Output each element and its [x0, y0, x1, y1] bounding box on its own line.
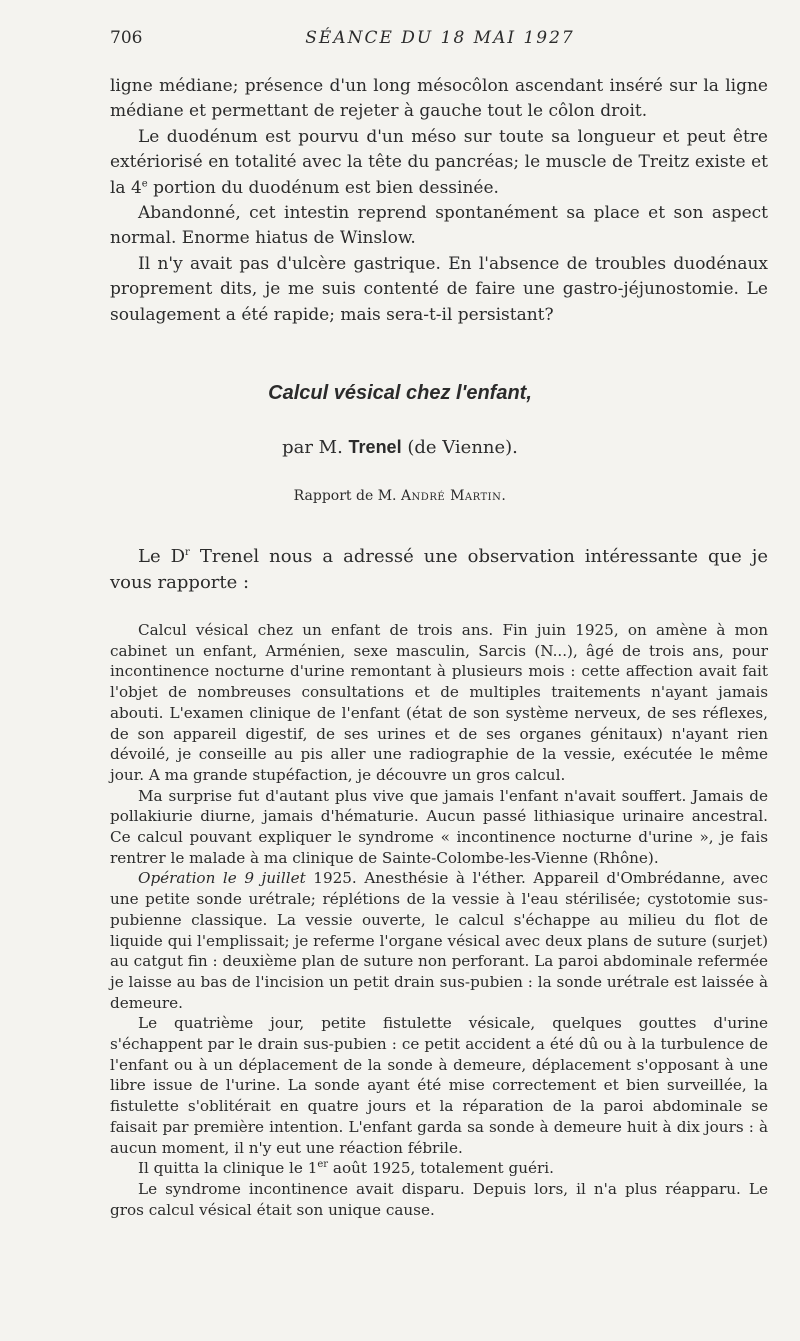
lead-section: [110, 544, 768, 596]
paragraph: Abandonné, cet intestin reprend spontanément sa place et son aspect normal. Enorme hiatus de Winslow.: [110, 203, 768, 249]
paragraph: Le duodénum est pourvu d'un méso sur toute sa longueur et peut être extériorisé en totalité avec la tête du pancréas; le muscle de Treitz existe et la 4e portion du duodénum est bien dessinée.: [110, 126, 768, 198]
paragraph: Calcul vésical chez un enfant de trois ans. Fin juin 1925, on amène à mon cabinet un enfant, Arménien, sexe masculin, Sarcis (N...), âgé de trois ans, pour incontinence nocturne d'urine remontant à plusieurs mois : cette affection avait fait l'objet de nombreuses consultations et de multiples traitements n'ayant jamais abouti. L'examen clinique de l'enfant (état de son système nerveux, de ses réflexes, de son appareil digestif, de ses urines et de ses organes génitaux) n'ayant rien dévoilé, je conseille au pis aller une radiographie de la vessie, exécutée le même jour. A ma grande stupéfaction, je découvre un gros calcul.: [110, 621, 768, 784]
lead-paragraph: Le $D^r$ Trenel nous a adressé une observation intéressante que je vous rapporte :: [110, 546, 768, 593]
article-title: Calcul vésical chez l'enfant,: [268, 382, 532, 404]
page-header: [110, 28, 770, 52]
page-number: 706: [110, 28, 143, 48]
byline-suffix: (de Vienne).: [407, 437, 518, 458]
paragraph: Il quitta la clinique le 1er août 1925, totalement guéri.: [138, 1159, 554, 1178]
rapport-line: [0, 488, 800, 504]
rapport-prefix: Rapport de M.: [293, 488, 397, 504]
rapport-author: André Martin.: [400, 488, 507, 504]
paragraph: Il n'y avait pas d'ulcère gastrique. En l'absence de troubles duodénaux proprement dits, je me suis contenté de faire une gastro-jéjunostomie. Le soulagement a été rapide; mais sera-t-il persistant?: [110, 253, 768, 325]
byline-author: Trenel: [348, 437, 402, 457]
running-title: SÉANCE DU 18 MAI 1927: [305, 28, 575, 48]
paragraph: Ma surprise fut d'autant plus vive que jamais l'enfant n'avait souffert. Jamais de pollakiurie diurne, jamais d'hématurie. Aucun passé lithiasique urinaire ancestral. Ce calcul pouvant expliquer le syndrome « incontinence nocturne d'urine », je fais rentrer le malade à ma clinique de Sainte-Colombe-les-Vienne (Rhône).: [110, 786, 768, 867]
paragraph: Opération le 9 juillet 1925. Anesthésie à l'éther. Appareil d'Ombrédanne, avec une petite sonde urétrale; réplétions de la vessie à l'eau stérilisée; cystotomie sus-pubienne classique. La vessie ouverte, le calcul s'échappe au milieu du flot de liquide qui l'emplissait; je referme l'organe vésical avec deux plans de suture (surjet) au catgut fin : deuxième plan de suture non perforant. La paroi abdominale refermée je laisse au bas de l'incision un petit drain sus-pubien : la sonde urétrale est laissée à demeure.: [110, 869, 768, 1012]
intro-section: [110, 74, 768, 328]
observation-section: [110, 620, 768, 1220]
paragraph: Le syndrome incontinence avait disparu. Depuis lors, il n'a plus réapparu. Le gros calcul vésical était son unique cause.: [110, 1179, 768, 1219]
byline-prefix: par M.: [282, 437, 343, 458]
paragraph: ligne médiane; présence d'un long mésocôlon ascendant inséré sur la ligne médiane et permettant de rejeter à gauche tout le côlon droit.: [110, 76, 768, 122]
paragraph: Le quatrième jour, petite fistulette vésicale, quelques gouttes d'urine s'échappent par le drain sus-pubien : ce petit accident a été dû ou à la turbulence de l'enfant ou à un déplacement de la sonde à demeure, déplacement s'opposant à une libre issue de l'urine. La sonde ayant été mise correctement et bien surveillée, la fistulette s'oblitérait en quatre jours et la réparation de la paroi abdominale se faisait par première intention. L'enfant garda sa sonde à demeure huit à dix jours : à aucun moment, il n'y eut une réaction fébrile.: [110, 1014, 768, 1157]
article-byline: [0, 437, 800, 458]
